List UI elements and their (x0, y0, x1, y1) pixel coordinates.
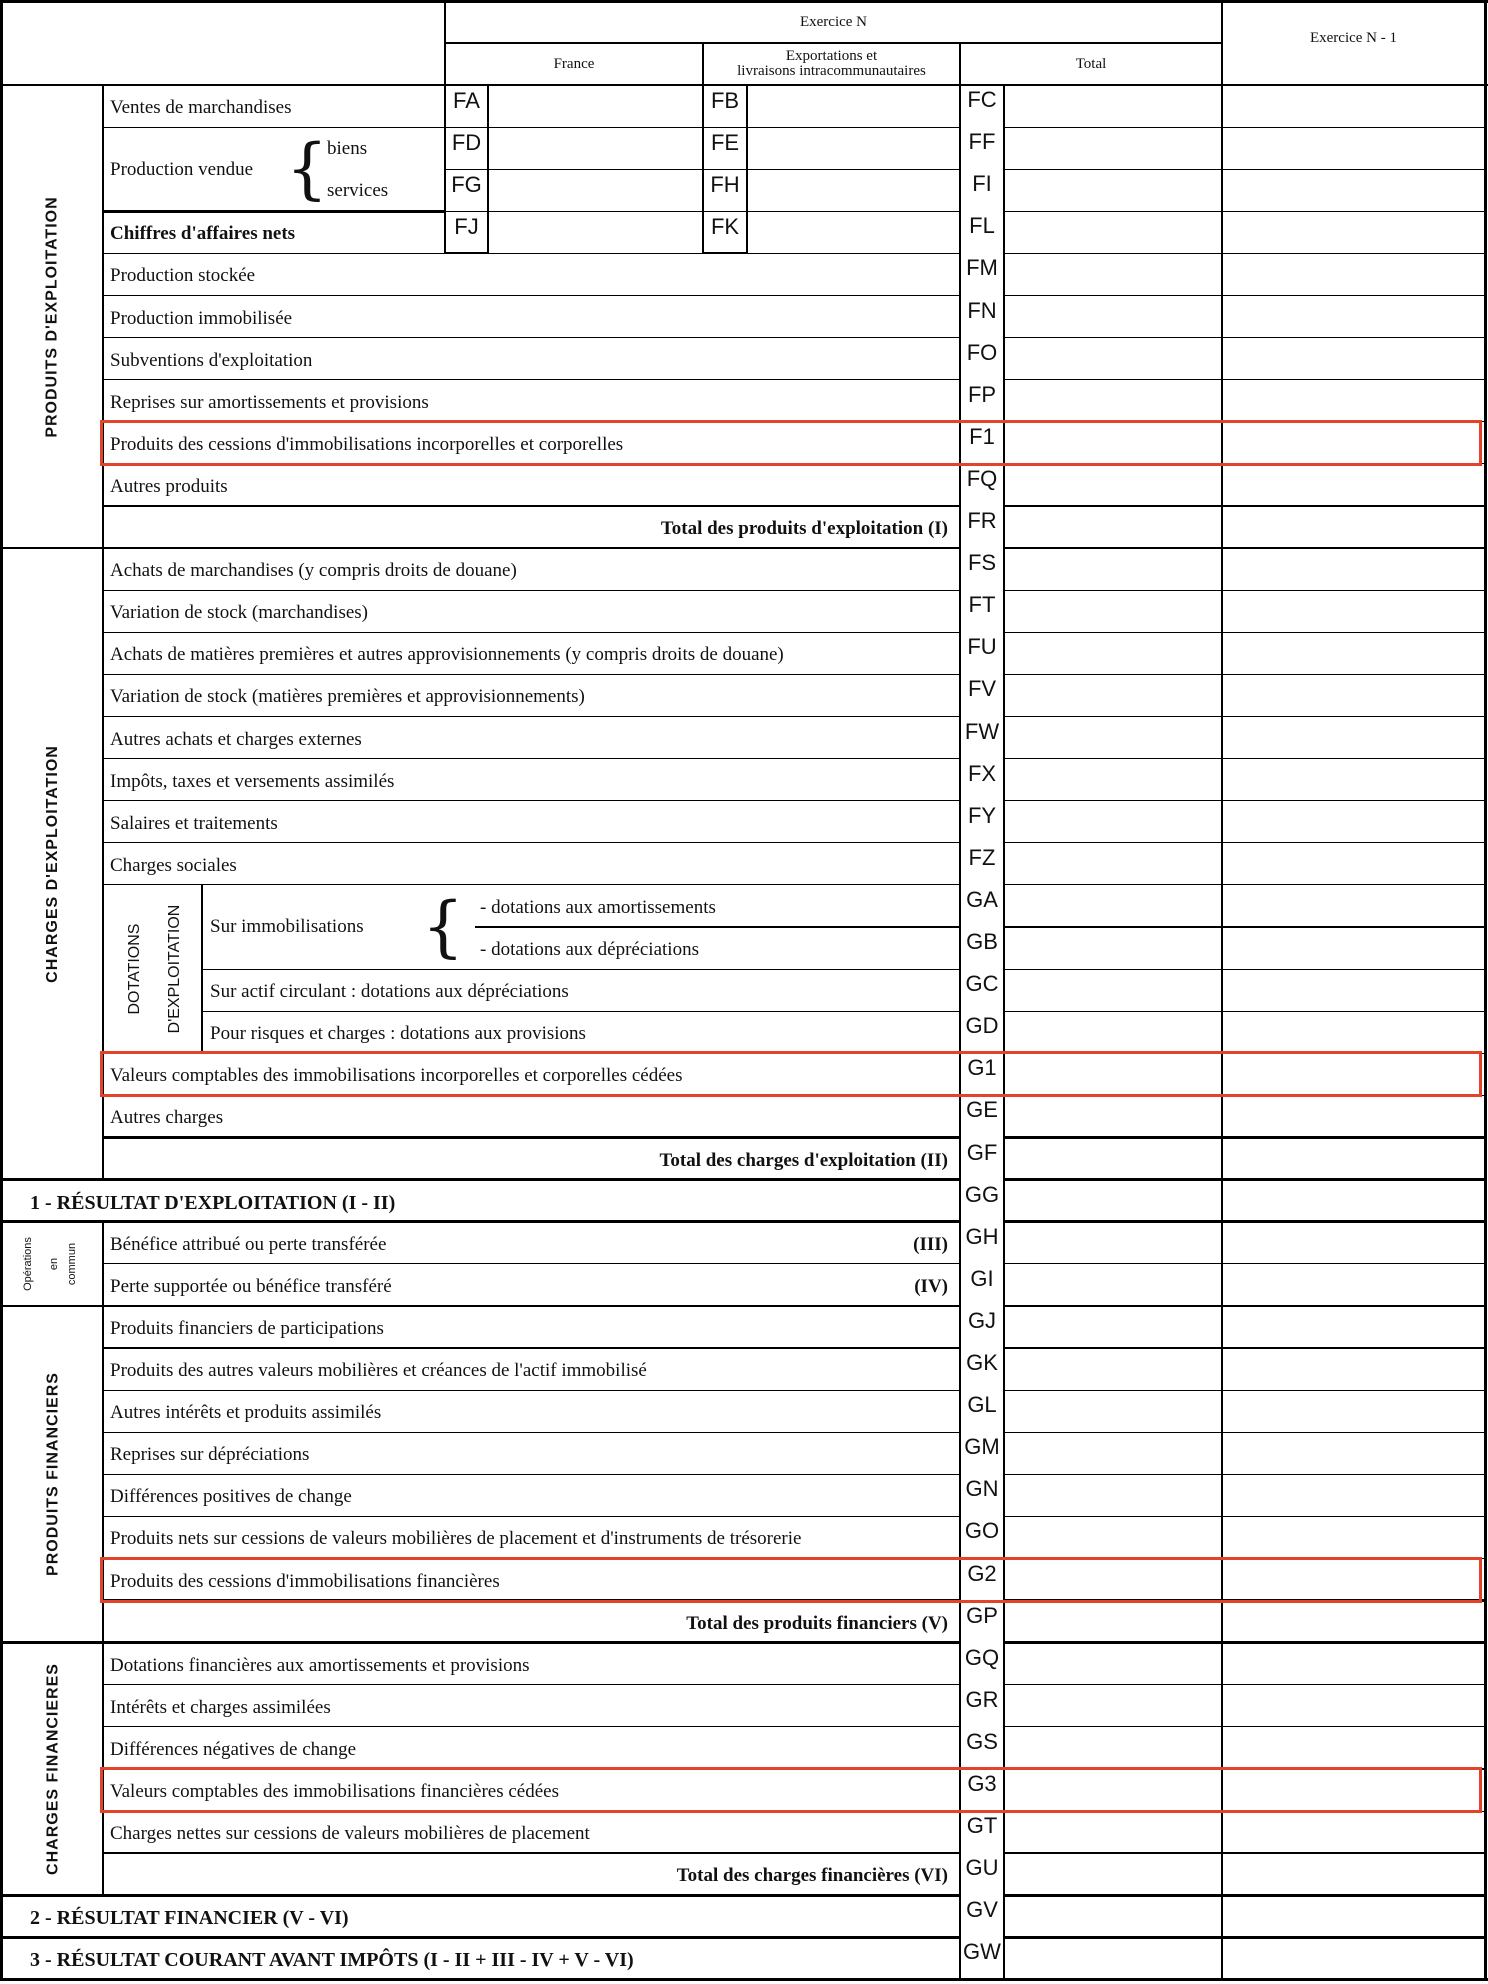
header-col-export-line1: Exportations et (785, 48, 878, 64)
field-code: GK (966, 1350, 998, 1375)
field-code: GH (965, 1223, 999, 1249)
section-produits-financiers: PRODUITS FINANCIERS (44, 1372, 62, 1577)
input-total[interactable] (1006, 1938, 1221, 1978)
field-code: GO (964, 1518, 1000, 1544)
input-total[interactable] (1006, 886, 1221, 926)
header-exercice-n: Exercice N (799, 14, 868, 30)
input-total[interactable] (1006, 549, 1221, 589)
input-total[interactable] (1006, 928, 1221, 968)
code-france: FD (451, 130, 482, 156)
input-total[interactable] (1006, 1560, 1221, 1600)
field-code: GT (966, 1813, 998, 1839)
row-label: Salaires et traitements (110, 812, 278, 834)
input-exercice-n-1[interactable] (1223, 128, 1483, 168)
row-label: Production stockée (110, 265, 256, 287)
input-total[interactable] (1006, 297, 1221, 337)
row-suffix: (III) (913, 1233, 948, 1255)
row-label: Autres achats et charges externes (110, 728, 362, 750)
input-exercice-n-1[interactable] (1223, 212, 1483, 252)
field-code: GW (963, 1939, 1001, 1965)
input-exercice-n-1[interactable] (1223, 1602, 1483, 1642)
row-label: - dotations aux dépréciations (480, 939, 699, 960)
input-total[interactable] (1006, 1644, 1221, 1684)
divider (103, 210, 445, 213)
row-label: Produits nets sur cessions de valeurs mobilières de placement et d'instruments de trésorerie (110, 1528, 802, 1550)
row-label: Autres intérêts et produits assimilés (110, 1402, 382, 1424)
input-exercice-n-1[interactable] (1223, 1181, 1483, 1221)
field-code: FO (966, 339, 998, 365)
field-code: GE (966, 1097, 998, 1123)
input-exercice-n-1[interactable] (1223, 1854, 1483, 1894)
field-code: GA (966, 886, 998, 912)
field-code: GR (965, 1686, 999, 1712)
input-exercice-n-1[interactable] (1223, 886, 1483, 926)
label-biens: biens (327, 138, 368, 160)
header-col-export-line2: livraisons intracommunautaires (737, 63, 926, 79)
field-code: FC (967, 87, 997, 112)
row-label: Sur actif circulant : dotations aux dépréciations (210, 981, 569, 1003)
header-col-france: France (553, 56, 595, 72)
row-label: Reprises sur amortissements et provisions (110, 391, 429, 413)
field-code: FZ (968, 844, 996, 870)
input-exercice-n-1[interactable] (1223, 297, 1483, 337)
code-export: FH (710, 172, 740, 198)
row-suffix: (IV) (914, 1275, 948, 1297)
divider (0, 0, 3, 1980)
code-export: FB (710, 88, 740, 113)
input-exercice-n-1[interactable] (1223, 1644, 1483, 1684)
divider (445, 42, 1222, 44)
row-label: Charges nettes sur cessions de valeurs mobilières de placement (110, 1823, 590, 1845)
input-total[interactable] (1006, 1349, 1221, 1389)
field-code: F1 (969, 423, 995, 449)
field-code: GC (965, 971, 999, 997)
field-code: GG (964, 1181, 1000, 1207)
dotations-label-line1: DOTATIONS (125, 923, 143, 1015)
code-export: FK (710, 214, 740, 240)
row-label: Variation de stock (marchandises) (110, 602, 368, 624)
code-france: FG (451, 172, 482, 198)
input-exercice-n-1[interactable] (1223, 928, 1483, 968)
field-code: GB (966, 929, 998, 954)
input-exercice-n-1[interactable] (1223, 1475, 1483, 1515)
input-total[interactable] (1006, 1139, 1221, 1179)
divider (201, 885, 202, 1053)
row-label: Dotations financières aux amortissements et provisions (110, 1654, 530, 1676)
input-total[interactable] (1006, 1433, 1221, 1473)
input-total[interactable] (1006, 1896, 1221, 1936)
divider (445, 252, 488, 254)
input-exercice-n-1[interactable] (1223, 1938, 1483, 1978)
row-label: Autres produits (110, 475, 228, 497)
field-code: FS (967, 550, 997, 576)
input-total[interactable] (1006, 1223, 1221, 1263)
input-total[interactable] (1006, 86, 1221, 126)
input-total[interactable] (1006, 1812, 1221, 1852)
section-charges-financieres: CHARGES FINANCIERES (44, 1663, 61, 1875)
result-label: 2 - RÉSULTAT FINANCIER (V - VI) (30, 1907, 349, 1930)
input-exercice-n-1[interactable] (1223, 1012, 1483, 1052)
input-exercice-n-1[interactable] (1223, 1054, 1483, 1094)
row-label: Reprises sur dépréciations (110, 1444, 310, 1466)
input-total[interactable] (1006, 128, 1221, 168)
input-total[interactable] (1006, 1307, 1221, 1347)
field-code: G1 (967, 1055, 997, 1081)
code-export: FE (710, 130, 740, 156)
dotations-label-line2: D'EXPLOITATION (165, 904, 183, 1034)
input-total[interactable] (1006, 591, 1221, 631)
input-total[interactable] (1006, 1770, 1221, 1810)
input-exercice-n-1[interactable] (1223, 844, 1483, 884)
input-france[interactable] (489, 170, 702, 210)
input-total[interactable] (1006, 465, 1221, 505)
row-label: Charges sociales (110, 854, 237, 876)
operations-label-line3: commun (65, 1242, 78, 1285)
input-exercice-n-1[interactable] (1223, 1433, 1483, 1473)
input-total[interactable] (1006, 1012, 1221, 1052)
input-exercice-n-1[interactable] (1223, 1391, 1483, 1431)
field-code: FQ (966, 465, 998, 491)
label-ventes-marchandises: Ventes de marchandises (110, 97, 292, 118)
input-total[interactable] (1006, 381, 1221, 421)
input-exercice-n-1[interactable] (1223, 591, 1483, 631)
code-france: FJ (454, 214, 479, 240)
input-exercice-n-1[interactable] (1223, 507, 1483, 547)
input-total[interactable] (1006, 675, 1221, 715)
input-total[interactable] (1006, 170, 1221, 210)
field-code: FY (967, 802, 997, 828)
result-label: 1 - RÉSULTAT D'EXPLOITATION (I - II) (30, 1191, 396, 1214)
field-code: FX (967, 760, 997, 786)
input-total[interactable] (1006, 633, 1221, 673)
field-code: FP (967, 381, 997, 407)
input-total[interactable] (1006, 844, 1221, 884)
row-label: Différences négatives de change (110, 1738, 356, 1760)
row-label: Différences positives de change (110, 1486, 352, 1508)
field-code: FV (967, 676, 997, 702)
input-exercice-n-1[interactable] (1223, 1812, 1483, 1852)
input-exercice-n-1[interactable] (1223, 675, 1483, 715)
header-col-total: Total (1075, 56, 1107, 72)
section-charges-exploitation: CHARGES D'EXPLOITATION (44, 745, 61, 983)
input-exercice-n-1[interactable] (1223, 465, 1483, 505)
input-exercice-n-1[interactable] (1223, 1560, 1483, 1600)
field-code: FT (968, 592, 996, 618)
field-code: GD (965, 1013, 999, 1039)
input-total[interactable] (1006, 1054, 1221, 1094)
input-export[interactable] (748, 212, 959, 252)
row-label: - dotations aux amortissements (480, 896, 716, 918)
input-total[interactable] (1006, 718, 1221, 758)
row-label: Valeurs comptables des immobilisations incorporelles et corporelles cédées (110, 1065, 683, 1087)
input-exercice-n-1[interactable] (1223, 970, 1483, 1010)
input-export[interactable] (748, 128, 959, 168)
field-code: FI (972, 171, 992, 197)
input-exercice-n-1[interactable] (1223, 1349, 1483, 1389)
input-total[interactable] (1006, 1602, 1221, 1642)
input-total[interactable] (1006, 1181, 1221, 1221)
field-code: FN (967, 297, 997, 323)
operations-label-line1: Opérations (22, 1236, 34, 1291)
row-label: Produits des cessions d'immobilisations financières (110, 1570, 500, 1592)
input-total[interactable] (1006, 1265, 1221, 1305)
total-label: Total des produits d'exploitation (I) (660, 518, 948, 539)
field-code: GL (967, 1392, 997, 1418)
input-france[interactable] (489, 212, 702, 252)
row-label: Produits financiers de participations (110, 1317, 384, 1339)
input-total[interactable] (1006, 760, 1221, 800)
operations-label-line2: en (47, 1257, 60, 1270)
label-production-vendue: Production vendue (110, 159, 254, 181)
field-code: FM (966, 255, 998, 281)
input-exercice-n-1[interactable] (1223, 1096, 1483, 1136)
input-exercice-n-1[interactable] (1223, 1265, 1483, 1305)
input-exercice-n-1[interactable] (1223, 1307, 1483, 1347)
input-total[interactable] (1006, 1728, 1221, 1768)
label-ca-nets: Chiffres d'affaires nets (110, 223, 296, 245)
field-code: G2 (967, 1560, 997, 1586)
input-exercice-n-1[interactable] (1223, 1770, 1483, 1810)
input-total[interactable] (1006, 1391, 1221, 1431)
row-label: Production immobilisée (110, 307, 293, 329)
row-label: Subventions d'exploitation (110, 349, 313, 371)
field-code: FW (964, 718, 1000, 744)
brace-icon: { (422, 887, 464, 965)
input-exercice-n-1[interactable] (1223, 1896, 1483, 1936)
input-total[interactable] (1006, 507, 1221, 547)
header-exercice-n-1: Exercice N - 1 (1309, 30, 1398, 46)
field-code: GF (966, 1139, 998, 1165)
input-exercice-n-1[interactable] (1223, 381, 1483, 421)
input-exercice-n-1[interactable] (1223, 549, 1483, 589)
input-exercice-n-1[interactable] (1223, 1223, 1483, 1263)
field-code: GS (966, 1728, 998, 1754)
input-total[interactable] (1006, 1096, 1221, 1136)
input-total[interactable] (1006, 254, 1221, 294)
row-label: Achats de matières premières et autres approvisionnements (y compris droits de douane) (110, 644, 784, 666)
row-label: Pour risques et charges : dotations aux provisions (210, 1023, 586, 1045)
result-label: 3 - RÉSULTAT COURANT AVANT IMPÔTS (I - II + III - IV + V - VI) (30, 1949, 634, 1972)
input-total[interactable] (1006, 423, 1221, 463)
input-export[interactable] (748, 170, 959, 210)
input-france[interactable] (489, 86, 702, 126)
divider (103, 1136, 960, 1139)
input-total[interactable] (1006, 802, 1221, 842)
divider (0, 0, 1488, 3)
code-france: FA (453, 88, 480, 113)
label-services: services (327, 180, 389, 202)
input-total[interactable] (1006, 970, 1221, 1010)
input-exercice-n-1[interactable] (1223, 633, 1483, 673)
input-exercice-n-1[interactable] (1223, 802, 1483, 842)
input-total[interactable] (1006, 1475, 1221, 1515)
input-exercice-n-1[interactable] (1223, 423, 1483, 463)
row-label: Autres charges (110, 1107, 224, 1129)
input-exercice-n-1[interactable] (1223, 86, 1483, 126)
row-label: Intérêts et charges assimilées (110, 1696, 331, 1718)
total-label: Total des charges d'exploitation (II) (659, 1149, 948, 1171)
field-code: GP (966, 1602, 998, 1628)
row-label: Produits des autres valeurs mobilières et créances de l'actif immobilisé (110, 1360, 647, 1381)
field-code: G3 (967, 1771, 997, 1796)
row-label: Perte supportée ou bénéfice transféré (110, 1275, 392, 1297)
input-exercice-n-1[interactable] (1223, 339, 1483, 379)
section-produits-exploitation: PRODUITS D'EXPLOITATION (44, 195, 61, 438)
input-exercice-n-1[interactable] (1223, 760, 1483, 800)
input-export[interactable] (748, 86, 959, 126)
row-label: Valeurs comptables des immobilisations financières cédées (110, 1781, 560, 1802)
row-label: Impôts, taxes et versements assimilés (110, 770, 395, 792)
input-exercice-n-1[interactable] (1223, 1139, 1483, 1179)
input-total[interactable] (1006, 1854, 1221, 1894)
row-label: Bénéfice attribué ou perte transférée (110, 1233, 387, 1255)
brace-icon: { (286, 130, 328, 208)
label-sur-immobilisations: Sur immobilisations (210, 915, 364, 937)
field-code: GN (965, 1476, 999, 1502)
row-label: Produits des cessions d'immobilisations incorporelles et corporelles (110, 433, 624, 455)
input-total[interactable] (1006, 212, 1221, 252)
field-code: GI (970, 1265, 994, 1291)
field-code: FU (967, 634, 997, 660)
total-label: Total des charges financières (VI) (676, 1865, 948, 1887)
field-code: FL (969, 213, 995, 239)
input-exercice-n-1[interactable] (1223, 170, 1483, 210)
input-total[interactable] (1006, 1517, 1221, 1557)
input-france[interactable] (489, 128, 702, 168)
input-exercice-n-1[interactable] (1223, 1728, 1483, 1768)
input-total[interactable] (1006, 339, 1221, 379)
divider (703, 252, 747, 254)
row-label: Variation de stock (matières premières et approvisionnements) (110, 686, 585, 708)
field-code: GQ (964, 1644, 1000, 1670)
divider (1484, 0, 1487, 1980)
total-label: Total des produits financiers (V) (686, 1612, 948, 1634)
row-label: Achats de marchandises (y compris droits de douane) (110, 560, 517, 582)
input-exercice-n-1[interactable] (1223, 254, 1483, 294)
input-exercice-n-1[interactable] (1223, 1517, 1483, 1557)
divider (103, 505, 960, 508)
input-exercice-n-1[interactable] (1223, 1686, 1483, 1726)
input-exercice-n-1[interactable] (1223, 718, 1483, 758)
field-code: GM (964, 1434, 1000, 1460)
input-total[interactable] (1006, 1686, 1221, 1726)
field-code: GU (965, 1855, 999, 1881)
field-code: GV (966, 1897, 998, 1923)
field-code: FF (968, 129, 996, 155)
field-code: GJ (967, 1307, 997, 1333)
field-code: FR (967, 508, 997, 533)
